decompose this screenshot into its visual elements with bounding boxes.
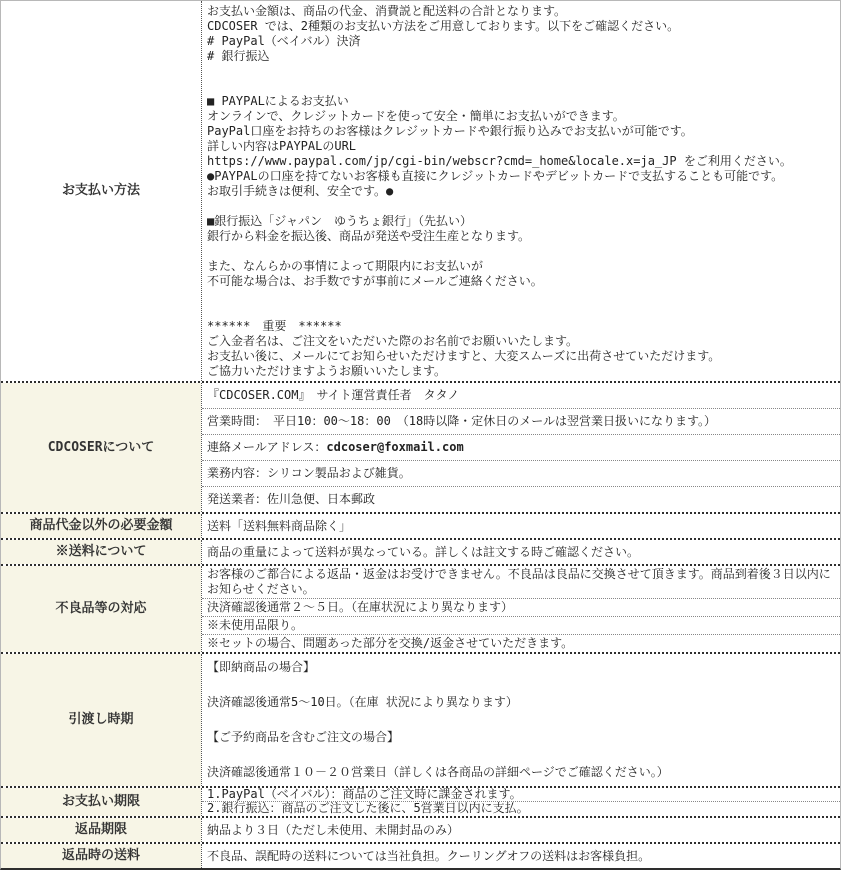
extra-fees-text: 送料「送料無料商品除く」 <box>201 514 840 538</box>
about-content <box>201 383 840 512</box>
text-line: ■銀行振込「ジャパン ゆうちょ銀行」（先払い） <box>207 214 472 228</box>
text-line: ●PAYPALの口座を持てないお客様も直接にクレジットカードやデビットカードで支払することも可能です。 <box>207 169 784 183</box>
payment-deadline-item: 1.PayPal（ベイバル）：商品のご注文時に課金されます。 <box>207 786 522 801</box>
row-label-extra-fees: 商品代金以外の必要金額 <box>1 514 201 538</box>
text-line <box>207 64 835 79</box>
text-line <box>207 79 835 94</box>
text-line <box>207 677 835 695</box>
row-about <box>1 381 840 512</box>
text-line <box>207 747 835 765</box>
about-site-admin: 『CDCOSER.COM』 サイト運営責任者 タタノ <box>207 388 460 402</box>
text-line: 【即納商品の場合】 <box>207 660 316 674</box>
about-email-row <box>202 434 840 460</box>
text-line: 決済確認後通常5～10日。（在庫 状況により異なります） <box>207 695 518 709</box>
text-line: また、なんらかの事情によって期限内にお支払いが <box>207 259 484 273</box>
row-defects <box>1 564 840 652</box>
shipping-note-text: 商品の重量によって送料が異なっている。詳しくは註文する時ご確認ください。 <box>201 540 840 564</box>
text-line: ご協力いただけますようお願いいたします。 <box>207 364 447 378</box>
defects-item: ※未使用品限り。 <box>202 616 840 634</box>
text-line <box>207 712 835 730</box>
row-label-payment-method: お支払い方法 <box>1 1 201 381</box>
text-line: 銀行から料金を振込後、商品が発送や受注生産となります。 <box>207 229 531 243</box>
defects-content <box>201 566 840 652</box>
row-delivery <box>1 652 840 786</box>
text-line: 詳しい内容はPAYPALのURL <box>207 139 357 153</box>
about-hours: 営業時間： 平日10：00～18：00 （18時以降・定休日のメールは翌営業日扱いになります。） <box>202 408 840 434</box>
payment-deadline-item: 2.銀行振込：商品のご注文した後に、5営業日以内に支払。 <box>202 801 840 816</box>
delivery-text <box>201 654 840 786</box>
text-line <box>207 289 835 304</box>
row-label-return-shipping: 返品時の送料 <box>1 844 201 868</box>
row-extra-fees <box>1 512 840 538</box>
row-label-payment-deadline: お支払い期限 <box>1 788 201 816</box>
defects-item: 決済確認後通常２～５日。（在庫状況により異なります） <box>202 598 840 616</box>
about-business: 業務内容：シリコン製品および雑貨。 <box>202 460 840 486</box>
text-line: お取引手続きは便利、安全です。● <box>207 184 394 198</box>
text-line: ■ PAYPALによるお支払い <box>207 94 349 108</box>
text-line: 決済確認後通常１０－２０営業日（詳しくは各商品の詳細ページでご確認ください。） <box>207 765 669 779</box>
text-line: PayPal口座をお持ちのお客様はクレジットカードや銀行振り込みでお支払いが可能です。 <box>207 124 693 138</box>
row-return-shipping <box>1 842 840 868</box>
row-return-period <box>1 816 840 842</box>
text-line: オンラインで、クレジットカードを使って安全・簡単にお支払いができます。 <box>207 109 625 123</box>
row-payment-deadline <box>1 786 840 816</box>
about-email-label: 連絡メールアドレス： <box>207 440 327 454</box>
about-shipper: 発送業者：佐川急便、日本郵政 <box>202 486 840 512</box>
text-line: お支払い後に、メールにてお知らせいただけますと、大変スムーズに出荷させていただけます。 <box>207 349 721 363</box>
text-line: 【ご予約商品を含むご注文の場合】 <box>207 730 400 744</box>
row-label-about: CDCOSERについて <box>1 383 201 512</box>
row-payment-method <box>1 1 840 381</box>
text-line: ご入金者名は、ご注文をいただいた際のお名前でお願いいたします。 <box>207 334 579 348</box>
row-label-delivery: 引渡し時期 <box>1 654 201 786</box>
defects-item: お客様のご都合による返品・返金はお受けできません。不良品は良品に交換させて頂きます。商品到着後３日以内にお知らせください。 <box>207 567 831 596</box>
text-line: # 銀行振込 <box>207 49 270 63</box>
row-shipping-note <box>1 538 840 564</box>
return-shipping-text: 不良品、誤配時の送料については当社負担。クーリングオフの送料はお客様負担。 <box>201 844 840 868</box>
about-email-address: cdcoser@foxmail.com <box>326 440 464 454</box>
row-label-shipping-note: ※送料について <box>1 540 201 564</box>
text-line: CDCOSER では、2種類のお支払い方法をご用意しております。以下をご確認ください。 <box>207 19 680 33</box>
payment-deadline-content <box>201 788 840 816</box>
return-period-text: 納品より３日（ただし未使用、未開封品のみ） <box>201 818 840 842</box>
text-line: お支払い金額は、商品の代金、消費説と配送料の合計となります。 <box>207 4 567 18</box>
text-line <box>207 304 835 319</box>
row-label-defects: 不良品等の対応 <box>1 566 201 652</box>
defects-item: ※セットの場合、問題あった部分を交換/返金させていただきます。 <box>202 634 840 652</box>
payment-method-text <box>201 1 840 381</box>
text-line: 不可能な場合は、お手数ですが事前にメールご連絡ください。 <box>207 274 543 288</box>
text-line: ****** 重要 ****** <box>207 319 342 333</box>
text-line: # PayPal（ベイバル）決済 <box>207 34 361 48</box>
text-line <box>207 244 835 259</box>
row-label-return-period: 返品期限 <box>1 818 201 842</box>
text-line <box>207 199 835 214</box>
text-line: https://www.paypal.com/jp/cgi-bin/webscr?cmd=_home&locale.x=ja_JP をご利用ください。 <box>207 154 792 168</box>
